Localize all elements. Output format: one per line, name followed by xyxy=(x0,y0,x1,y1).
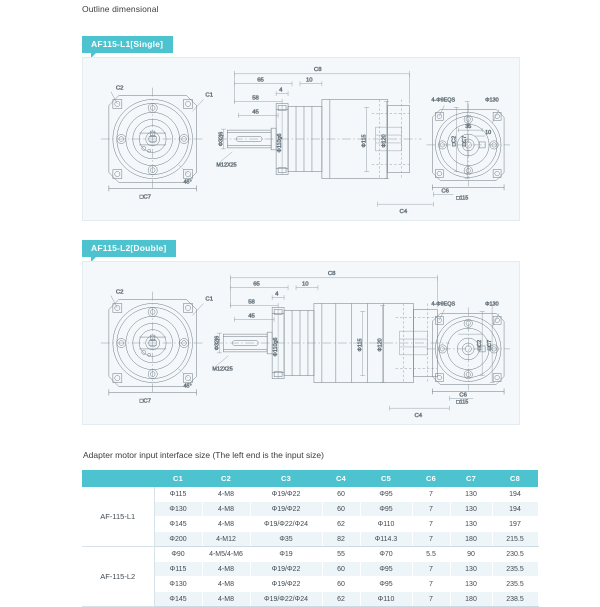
label-sq115-2: □115 xyxy=(456,399,469,406)
label-c7-front-1: □C7 xyxy=(139,194,151,201)
table-cell-c7: 130 xyxy=(450,562,492,577)
label-phi110g6-2: Φ110g6 xyxy=(273,337,280,357)
label-10-2: 10 xyxy=(301,281,309,288)
table-cell-c5: Φ110 xyxy=(360,592,412,607)
label-c7-side-2: □C7 xyxy=(487,339,494,351)
table-cell-c4: 60 xyxy=(322,502,360,517)
label-c2-front-1: C2 xyxy=(115,85,124,92)
table-cell-c4: 62 xyxy=(322,592,360,607)
table-cell-c5: Φ95 xyxy=(360,577,412,592)
drawing-svg-single xyxy=(83,58,519,220)
table-cell-c1: Φ145 xyxy=(154,517,202,532)
table-cell-c4: 62 xyxy=(322,517,360,532)
label-45deg-front-2: 45° xyxy=(183,383,192,390)
table-cell-c3: Φ19/Φ22 xyxy=(250,502,322,517)
table-header-c5: C5 xyxy=(360,470,412,487)
table-cell-c1: Φ200 xyxy=(154,532,202,547)
table-cell-c3: Φ19/Φ22 xyxy=(250,577,322,592)
table-body xyxy=(82,487,538,607)
label-phi120-1: Φ120 xyxy=(381,134,388,148)
table-cell-c7: 130 xyxy=(450,577,492,592)
table-cell-c7: 180 xyxy=(450,532,492,547)
table-cell-c3: Φ35 xyxy=(250,532,322,547)
table-cell-c5: Φ110 xyxy=(360,517,412,532)
label-sq115-1: □115 xyxy=(456,195,469,202)
table-cell-c4: 60 xyxy=(322,487,360,502)
table-header-row xyxy=(82,470,538,487)
table-cell-c5: Φ95 xyxy=(360,562,412,577)
table-cell-c2: 4-M8 xyxy=(202,562,250,577)
table-header-blank xyxy=(82,470,154,487)
table-header-c7: C7 xyxy=(450,470,492,487)
label-c6-2: C6 xyxy=(459,392,467,399)
table-cell-c8: 194 xyxy=(492,487,538,502)
label-phi110g6-1: Φ110g6 xyxy=(277,133,284,153)
table-cell-c8: 238.5 xyxy=(492,592,538,607)
table-header-c3: C3 xyxy=(250,470,322,487)
table-cell-c4: 82 xyxy=(322,532,360,547)
table-row xyxy=(82,487,538,502)
spec-table xyxy=(82,470,539,607)
table-cell-c3: Φ19/Φ22/Φ24 xyxy=(250,592,322,607)
table-cell-c4: 60 xyxy=(322,577,360,592)
label-phi120-2: Φ120 xyxy=(377,338,384,352)
label-c8-2: C8 xyxy=(327,270,336,277)
label-c2-side-1: □C2 xyxy=(451,135,458,147)
badge-af115-l1: AF115-L1[Single] xyxy=(82,36,173,53)
table-cell-c1: Φ90 xyxy=(154,547,202,562)
technical-drawing-single xyxy=(83,58,519,220)
label-phi32j6-2: Φ32j6 xyxy=(214,335,221,351)
table-cell-c4: 60 xyxy=(322,562,360,577)
table-header-c8: C8 xyxy=(492,470,538,487)
table-cell-model: AF-115-L2 xyxy=(82,547,154,607)
table-cell-c7: 130 xyxy=(450,502,492,517)
page-title: Outline dimensional xyxy=(82,4,159,14)
label-phi115-1: Φ115 xyxy=(361,134,368,148)
table-cell-c5: Φ95 xyxy=(360,487,412,502)
table-cell-c5: Φ70 xyxy=(360,547,412,562)
table-cell-c3: Φ19/Φ22/Φ24 xyxy=(250,517,322,532)
table-cell-c2: 4-M8 xyxy=(202,517,250,532)
table-cell-c7: 130 xyxy=(450,487,492,502)
label-10-1: 10 xyxy=(305,77,313,84)
table-cell-c8: 230.5 xyxy=(492,547,538,562)
label-4-1: 4 xyxy=(279,87,283,94)
label-45-1: 45 xyxy=(252,109,259,116)
label-35-1: 35 xyxy=(465,124,472,131)
label-c7-front-2: □C7 xyxy=(139,398,151,405)
label-45-2: 45 xyxy=(248,313,255,320)
table-row xyxy=(82,547,538,562)
table-cell-c6: 7 xyxy=(412,562,450,577)
table-cell-c6: 7 xyxy=(412,502,450,517)
label-c6-1: C6 xyxy=(441,188,449,195)
table-cell-c5: Φ114.3 xyxy=(360,532,412,547)
table-cell-c7: 90 xyxy=(450,547,492,562)
table-cell-c6: 7 xyxy=(412,577,450,592)
label-c1-front-1: C1 xyxy=(205,92,214,99)
table-cell-model: AF-115-L1 xyxy=(82,487,154,547)
table-cell-c2: 4-M12 xyxy=(202,532,250,547)
table-cell-c6: 7 xyxy=(412,532,450,547)
table-cell-c1: Φ145 xyxy=(154,592,202,607)
label-c7-side-1: □C7 xyxy=(462,135,469,147)
label-58-2: 58 xyxy=(248,299,255,306)
label-4-2: 4 xyxy=(275,291,279,298)
label-m12x25-2: M12X25 xyxy=(212,366,233,373)
table-cell-c2: 4-M5/4-M6 xyxy=(202,547,250,562)
table-cell-c6: 7 xyxy=(412,592,450,607)
label-4phi9eqs-1: 4-Φ9EQS xyxy=(431,97,456,104)
table-cell-c8: 215.5 xyxy=(492,532,538,547)
table-cell-c5: Φ95 xyxy=(360,502,412,517)
table-cell-c8: 197 xyxy=(492,517,538,532)
label-c8-1: C8 xyxy=(313,66,322,73)
table-cell-c1: Φ115 xyxy=(154,487,202,502)
label-c2-side-2: □C2 xyxy=(477,339,484,351)
drawing-panel-single xyxy=(82,57,520,221)
table-cell-c6: 7 xyxy=(412,487,450,502)
label-m12x25-1: M12X25 xyxy=(216,162,237,169)
label-phi115-2: Φ115 xyxy=(357,338,364,352)
table-cell-c8: 235.5 xyxy=(492,577,538,592)
table-cell-c2: 4-M8 xyxy=(202,487,250,502)
label-c2-front-2: C2 xyxy=(115,289,124,296)
table-cell-c1: Φ130 xyxy=(154,502,202,517)
table-cell-c6: 5.5 xyxy=(412,547,450,562)
table-cell-c3: Φ19/Φ22 xyxy=(250,562,322,577)
label-65-1: 65 xyxy=(257,77,264,84)
label-c1-front-2: C1 xyxy=(205,296,214,303)
table-cell-c2: 4-M8 xyxy=(202,592,250,607)
label-58-1: 58 xyxy=(252,95,259,102)
table-cell-c3: Φ19/Φ22 xyxy=(250,487,322,502)
table-cell-c7: 130 xyxy=(450,517,492,532)
table-header-c1: C1 xyxy=(154,470,202,487)
table-cell-c2: 4-M8 xyxy=(202,577,250,592)
drawing-panel-double xyxy=(82,261,520,425)
label-c4-2: C4 xyxy=(414,413,423,420)
table-cell-c1: Φ130 xyxy=(154,577,202,592)
table-cell-c7: 180 xyxy=(450,592,492,607)
label-phi130-1: Φ130 xyxy=(485,97,499,104)
label-10-rear-1: 10 xyxy=(485,130,492,137)
table-header-c6: C6 xyxy=(412,470,450,487)
table-header-c2: C2 xyxy=(202,470,250,487)
badge-af115-l2: AF115-L2[Double] xyxy=(82,240,176,257)
table-cell-c3: Φ19 xyxy=(250,547,322,562)
technical-drawing-double-rear xyxy=(83,262,519,424)
table-cell-c8: 235.5 xyxy=(492,562,538,577)
table-cell-c4: 55 xyxy=(322,547,360,562)
label-c4-1: C4 xyxy=(399,209,408,216)
label-45deg-front-1: 45° xyxy=(183,179,192,186)
table-cell-c8: 194 xyxy=(492,502,538,517)
label-65-2: 65 xyxy=(253,281,260,288)
table-caption: Adapter motor input interface size (The left end is the input size) xyxy=(83,450,324,460)
table-cell-c6: 7 xyxy=(412,517,450,532)
label-phi130-2: Φ130 xyxy=(485,301,499,308)
table-cell-c1: Φ115 xyxy=(154,562,202,577)
table-header-c4: C4 xyxy=(322,470,360,487)
label-4phi9eqs-2: 4-Φ9EQS xyxy=(431,301,456,308)
spec-table-wrapper xyxy=(82,470,524,607)
label-phi32j6-1: Φ32j6 xyxy=(218,131,225,147)
table-cell-c2: 4-M8 xyxy=(202,502,250,517)
